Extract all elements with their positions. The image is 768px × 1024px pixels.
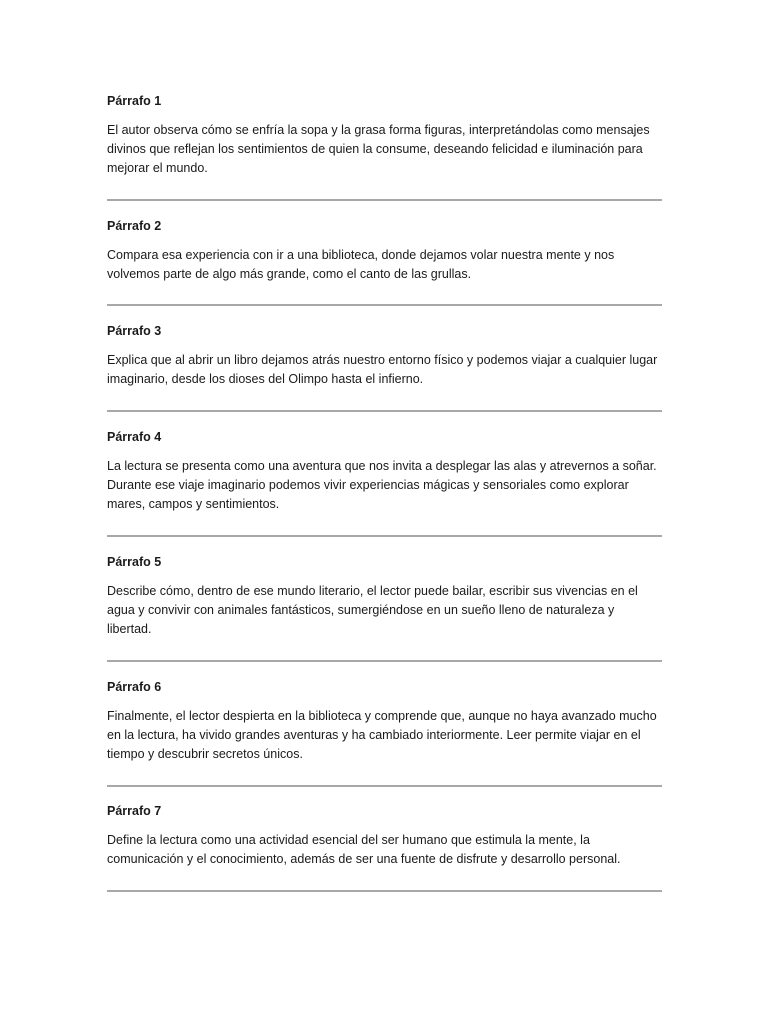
section-divider	[107, 410, 662, 412]
section-text: Compara esa experiencia con ir a una biblioteca, donde dejamos volar nuestra mente y nos volvemos parte de algo más grande, como el canto de las grullas.	[107, 248, 615, 281]
section-heading: Párrafo 5	[107, 555, 162, 569]
section-text: Explica que al abrir un libro dejamos atrás nuestro entorno físico y podemos viajar a cualquier lugar imaginario, desde los dioses del Olimpo hasta el infierno.	[107, 353, 658, 386]
section-heading: Párrafo 2	[107, 219, 162, 233]
section-divider	[107, 199, 662, 201]
section-text: El autor observa cómo se enfría la sopa y la grasa forma figuras, interpretándolas como mensajes divinos que reflejan los sentimientos de quien la consume, deseando felicidad e iluminación para mejorar el mundo.	[107, 123, 650, 175]
section-divider	[107, 785, 662, 787]
section-divider	[107, 304, 662, 306]
section-text: Finalmente, el lector despierta en la biblioteca y comprende que, aunque no haya avanzado mucho en la lectura, ha vivido grandes aventuras y ha cambiado interiormente. Leer permite viajar en el tiempo y descubrir secretos únicos.	[107, 709, 657, 761]
section-heading: Párrafo 1	[107, 94, 162, 108]
section-heading: Párrafo 7	[107, 804, 162, 818]
section-heading: Párrafo 4	[107, 430, 162, 444]
section-text: Describe cómo, dentro de ese mundo literario, el lector puede bailar, escribir sus vivencias en el agua y convivir con animales fantásticos, sumergiéndose en un sueño lleno de naturaleza y libertad.	[107, 584, 638, 636]
section-divider	[107, 890, 662, 892]
section-text: La lectura se presenta como una aventura que nos invita a desplegar las alas y atrevernos a soñar. Durante ese viaje imaginario podemos vivir experiencias mágicas y sensoriales como explorar mares, campos y sentimientos.	[107, 459, 657, 511]
section-heading: Párrafo 3	[107, 324, 162, 338]
section-heading: Párrafo 6	[107, 680, 162, 694]
section-divider	[107, 660, 662, 662]
section-text: Define la lectura como una actividad esencial del ser humano que estimula la mente, la comunicación y el conocimiento, además de ser una fuente de disfrute y desarrollo personal.	[107, 833, 621, 866]
section-divider	[107, 535, 662, 537]
